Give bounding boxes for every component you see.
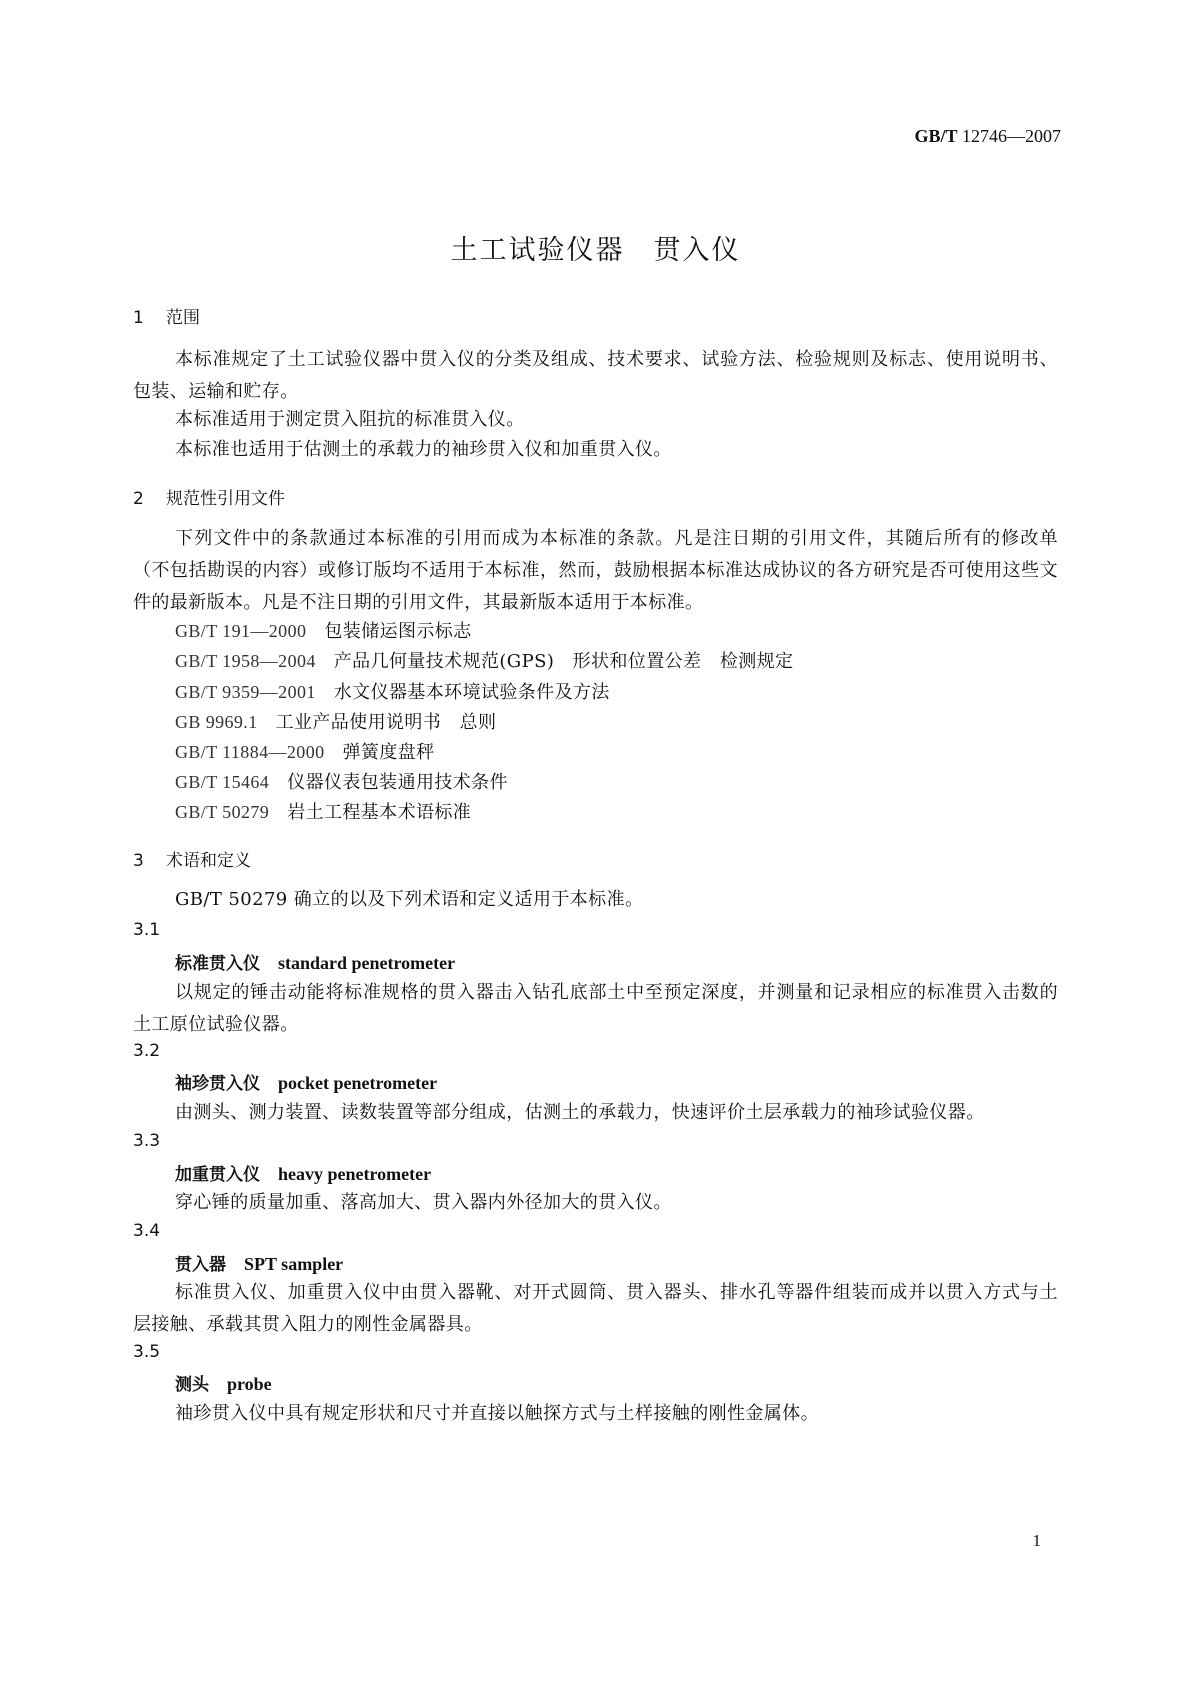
section-1-para-2: 本标准适用于测定贯入阻抗的标准贯入仪。 xyxy=(175,409,525,430)
term-definition: 标准贯入仪、加重贯入仪中由贯入器靴、对开式圆筒、贯入器头、排水孔等器件组装而成并以贯入方式与土层接触、承载其贯入阻力的刚性金属器具。 xyxy=(133,1282,1058,1335)
standard-number: GB/T 12746—2007 xyxy=(914,126,1061,146)
section-3-heading: 3 术语和定义 xyxy=(133,851,251,871)
section-1-para-1: 本标准规定了土工试验仪器中贯入仪的分类及组成、技术要求、试验方法、检验规则及标志、使用说明书、包装、运输和贮存。 xyxy=(133,349,1058,402)
term-heading: 贯入器 SPT sampler xyxy=(175,1254,344,1275)
reference-item: GB/T 15464 仪器仪表包装通用技术条件 xyxy=(175,772,508,793)
reference-item: GB/T 1958—2004 产品几何量技术规范(GPS) 形状和位置公差 检测规定 xyxy=(175,651,794,672)
term-heading: 加重贯入仪 heavy penetrometer xyxy=(175,1164,432,1185)
reference-item: GB/T 9359—2001 水文仪器基本环境试验条件及方法 xyxy=(175,682,610,703)
reference-item: GB/T 191—2000 包装储运图示标志 xyxy=(175,621,472,642)
reference-item: GB 9969.1 工业产品使用说明书 总则 xyxy=(175,712,497,733)
page-title: 土工试验仪器 贯入仪 xyxy=(450,235,741,266)
section-1-heading: 1 范围 xyxy=(133,308,200,328)
reference-item: GB/T 11884—2000 弹簧度盘秤 xyxy=(175,742,435,763)
section-2-para: 下列文件中的条款通过本标准的引用而成为本标准的条款。凡是注日期的引用文件，其随后所有的修改单（不包括勘误的内容）或修订版均不适用于本标准，然而，鼓励根据本标准达成协议的各方研究是否可使用这些文件的最新版本。凡是不注日期的引用文件，其最新版本适用于本标准。 xyxy=(133,528,1058,613)
term-definition: 穿心锤的质量加重、落高加大、贯入器内外径加大的贯入仪。 xyxy=(175,1192,672,1213)
term-number: 3.3 xyxy=(133,1131,161,1151)
reference-item: GB/T 50279 岩土工程基本术语标准 xyxy=(175,802,472,823)
term-heading: 标准贯入仪 standard penetrometer xyxy=(175,953,456,974)
term-number: 3.2 xyxy=(133,1041,161,1061)
term-number: 3.5 xyxy=(133,1342,161,1362)
term-number: 3.4 xyxy=(133,1221,161,1241)
term-definition: 袖珍贯入仪中具有规定形状和尺寸并直接以触探方式与土样接触的刚性金属体。 xyxy=(175,1403,819,1424)
term-heading: 袖珍贯入仪 pocket penetrometer xyxy=(175,1073,438,1094)
section-3-intro: GB/T 50279 确立的以及下列术语和定义适用于本标准。 xyxy=(175,889,644,910)
term-number: 3.1 xyxy=(133,920,161,940)
term-definition: 由测头、测力装置、读数装置等部分组成，估测土的承载力，快速评价土层承载力的袖珍试验仪器。 xyxy=(175,1102,985,1123)
section-1-para-3: 本标准也适用于估测土的承载力的袖珍贯入仪和加重贯入仪。 xyxy=(175,439,672,460)
term-heading: 测头 probe xyxy=(175,1374,272,1395)
page-number: 1 xyxy=(1032,1531,1041,1550)
term-definition: 以规定的锤击动能将标准规格的贯入器击入钻孔底部土中至预定深度，并测量和记录相应的标准贯入击数的土工原位试验仪器。 xyxy=(133,982,1058,1035)
section-2-heading: 2 规范性引用文件 xyxy=(133,489,285,509)
